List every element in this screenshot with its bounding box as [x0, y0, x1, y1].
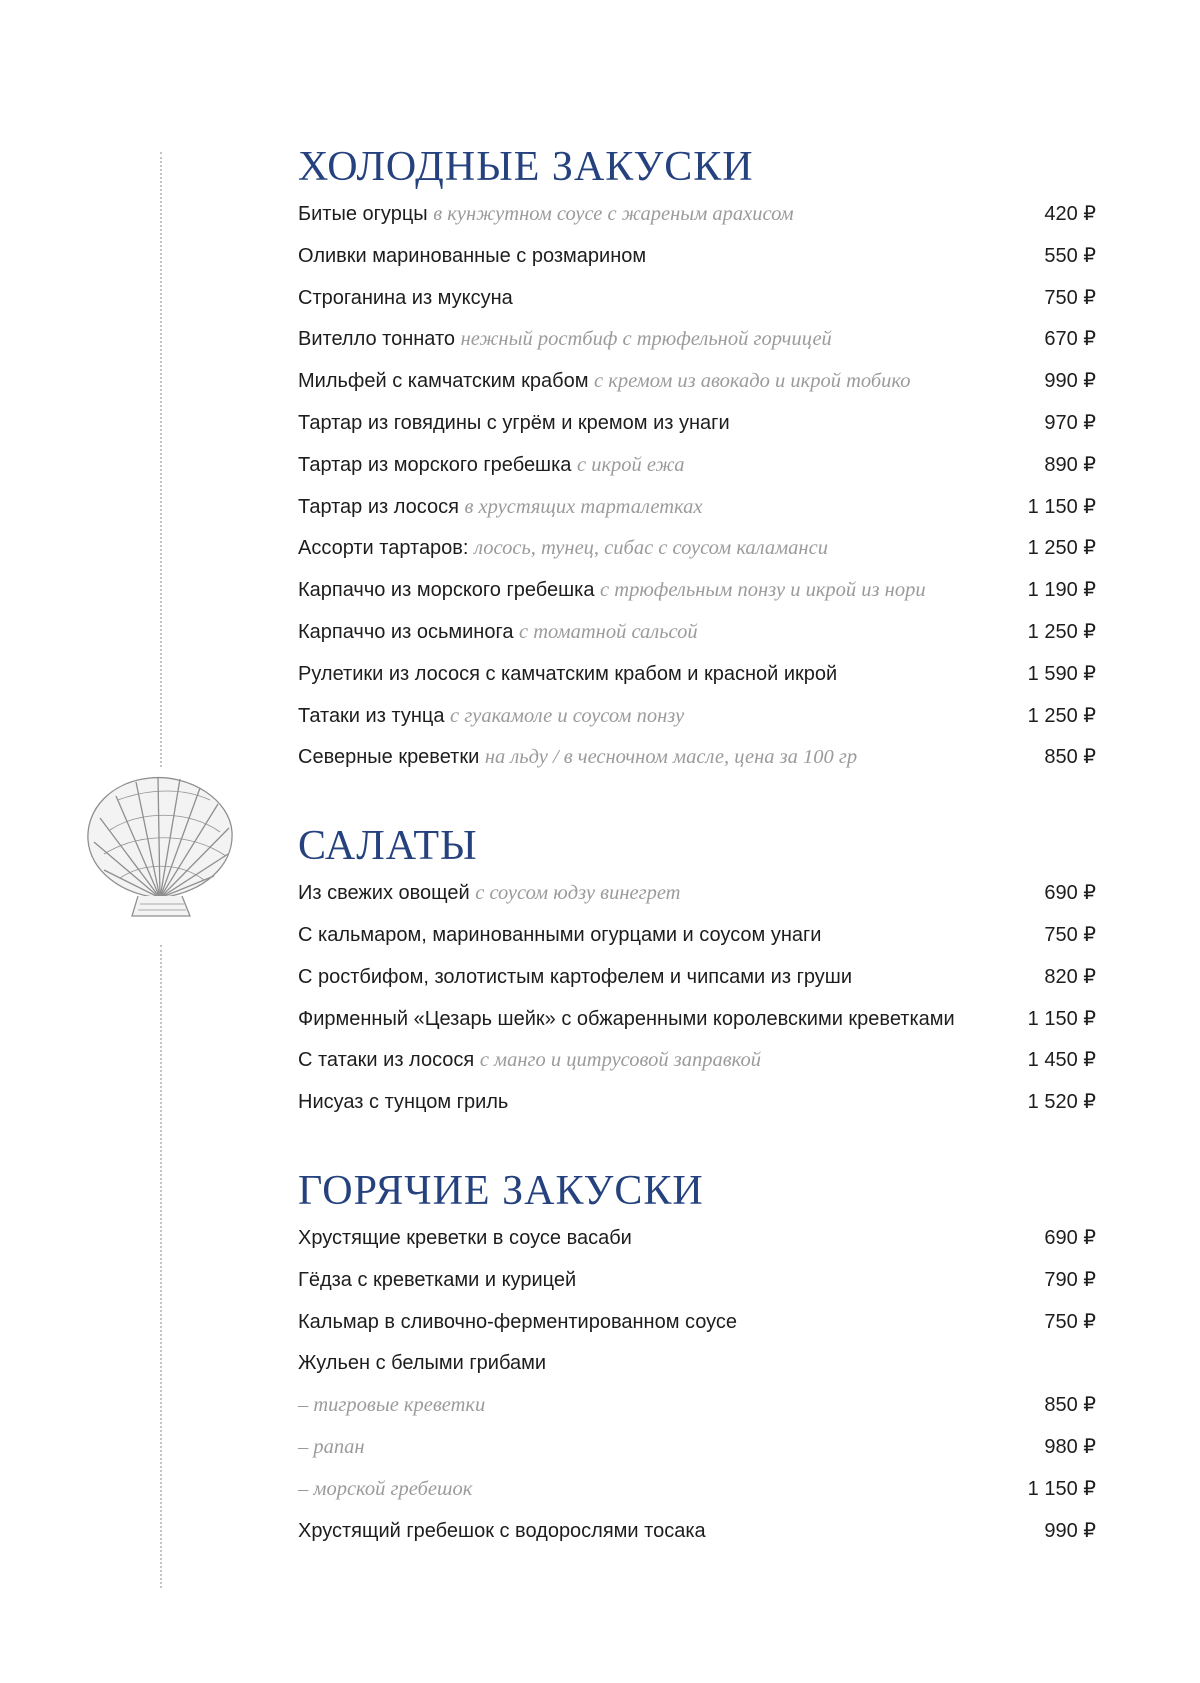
item-name: Мильфей с камчатским крабом — [298, 370, 589, 393]
menu-item — [298, 194, 1096, 236]
item-description: с манго и цитрусовой заправкой — [479, 1049, 761, 1072]
item-name: Из свежих овощей — [298, 882, 470, 905]
menu-item — [298, 696, 1096, 738]
item-name: Оливки маринованные с розмарином — [298, 244, 647, 267]
item-name: Кальмар в сливочно-ферментированном соусе — [298, 1310, 738, 1333]
item-name: Хрустящие креветки в соусе васаби — [298, 1226, 632, 1249]
item-price: 750 ₽ — [1044, 1310, 1096, 1333]
menu-section — [298, 1164, 1096, 1552]
item-price: 1 250 ₽ — [1027, 704, 1096, 727]
menu-item — [298, 737, 1096, 779]
item-name: Нисуаз с тунцом гриль — [298, 1091, 509, 1114]
item-description: на льду / в чесночном масле, цена за 100 гр — [484, 746, 858, 769]
menu-item — [298, 236, 1096, 278]
section-title: САЛАТЫ — [298, 823, 478, 870]
menu-item — [298, 1469, 1096, 1511]
item-name: Тартар из морского гребешка — [298, 453, 572, 476]
item-price: 980 ₽ — [1044, 1435, 1096, 1458]
item-price: 1 520 ₽ — [1027, 1091, 1096, 1114]
item-name: Тартар из говядины с угрём и кремом из унаги — [298, 411, 730, 434]
menu-item — [298, 1040, 1096, 1082]
item-description: в кунжутном соусе с жареным арахисом — [433, 203, 794, 225]
menu-item — [298, 487, 1096, 529]
section-title: ХОЛОДНЫЕ ЗАКУСКИ — [298, 144, 754, 190]
menu-item — [298, 361, 1096, 403]
menu-item — [298, 1385, 1096, 1427]
menu-item — [298, 1511, 1096, 1553]
item-name: Битые огурцы — [298, 203, 428, 225]
item-description: с трюфельным понзу и икрой из нори — [600, 579, 926, 602]
item-description: с гуакамоле и соусом понзу — [450, 704, 685, 727]
item-name: Строганина из муксуна — [298, 286, 513, 309]
item-price: 750 ₽ — [1044, 923, 1096, 946]
item-description: нежный ростбиф с трюфельной горчицей — [460, 328, 832, 351]
item-name: Хрустящий гребешок с водорослями тосака — [298, 1519, 706, 1542]
item-price: 1 150 ₽ — [1027, 495, 1096, 518]
menu-item — [298, 1218, 1096, 1260]
menu-item — [298, 1082, 1096, 1124]
item-name: Жульен с белыми грибами — [298, 1352, 547, 1375]
item-name: – рапан — [298, 1435, 365, 1458]
item-name: – морской гребешок — [298, 1477, 473, 1500]
item-price: 970 ₽ — [1044, 411, 1096, 434]
menu-item — [298, 1343, 1096, 1385]
item-price: 1 150 ₽ — [1027, 1007, 1096, 1030]
item-name: С татаки из лосося — [298, 1049, 475, 1072]
menu-item — [298, 319, 1096, 361]
item-description: в хрустящих тарталетках — [464, 495, 703, 518]
item-name: Ассорти тартаров: — [298, 537, 469, 560]
item-price: 750 ₽ — [1044, 286, 1096, 309]
item-price: 890 ₽ — [1044, 453, 1096, 476]
menu-section — [298, 140, 1096, 779]
menu-item — [298, 1427, 1096, 1469]
section-title: ГОРЯЧИЕ ЗАКУСКИ — [298, 1167, 704, 1214]
item-name: Вителло тоннато — [298, 328, 456, 351]
item-price: 790 ₽ — [1044, 1268, 1096, 1291]
item-description: с кремом из авокадо и икрой тобико — [594, 370, 911, 393]
item-price: 690 ₽ — [1044, 1226, 1096, 1249]
scallop-shell-icon — [80, 770, 240, 920]
item-price: 690 ₽ — [1044, 882, 1096, 905]
item-name: Гёдза с креветками и курицей — [298, 1268, 577, 1291]
menu-item — [298, 445, 1096, 487]
item-price: 1 450 ₽ — [1027, 1049, 1096, 1072]
item-price: 1 250 ₽ — [1027, 620, 1096, 643]
menu-item — [298, 1260, 1096, 1302]
item-description: лосось, тунец, сибас с соусом каламанси — [474, 537, 828, 560]
menu-item — [298, 873, 1096, 915]
item-price: 1 590 ₽ — [1027, 662, 1096, 685]
item-price: 820 ₽ — [1044, 965, 1096, 988]
menu-content — [298, 140, 1096, 1552]
menu-item — [298, 278, 1096, 320]
menu-item — [298, 957, 1096, 999]
item-name: Рулетики из лосося с камчатским крабом и красной икрой — [298, 662, 838, 685]
menu-item — [298, 528, 1096, 570]
item-name: С кальмаром, маринованными огурцами и соусом унаги — [298, 923, 822, 946]
item-name: Тартар из лосося — [298, 495, 459, 518]
item-name: Карпаччо из осьминога — [298, 620, 514, 643]
item-description: с икрой ежа — [576, 453, 685, 476]
item-name: Татаки из тунца — [298, 704, 445, 727]
item-price: 670 ₽ — [1044, 328, 1096, 351]
item-price: 550 ₽ — [1044, 244, 1096, 267]
item-name: Северные креветки — [298, 746, 480, 769]
item-price: 990 ₽ — [1044, 1519, 1096, 1542]
dotted-divider-top — [160, 152, 162, 767]
item-name: – тигровые креветки — [298, 1394, 486, 1417]
menu-item — [298, 570, 1096, 612]
item-name: Фирменный «Цезарь шейк» с обжаренными королевскими креветками — [298, 1007, 955, 1030]
item-price: 1 150 ₽ — [1027, 1477, 1096, 1500]
item-price: 420 ₽ — [1044, 203, 1096, 225]
dotted-divider-bottom — [160, 945, 162, 1588]
menu-item — [298, 654, 1096, 696]
item-description: с томатной сальсой — [519, 620, 698, 643]
menu-section — [298, 819, 1096, 1124]
menu-item — [298, 612, 1096, 654]
menu-item — [298, 915, 1096, 957]
item-price: 850 ₽ — [1044, 1394, 1096, 1417]
item-price: 850 ₽ — [1044, 746, 1096, 769]
item-price: 1 190 ₽ — [1027, 579, 1096, 602]
item-name: Карпаччо из морского гребешка — [298, 579, 595, 602]
item-price: 990 ₽ — [1044, 370, 1096, 393]
menu-item — [298, 1302, 1096, 1344]
item-price: 1 250 ₽ — [1027, 537, 1096, 560]
item-name: С ростбифом, золотистым картофелем и чипсами из груши — [298, 965, 852, 988]
menu-item — [298, 999, 1096, 1041]
item-description: с соусом юдзу винегрет — [475, 882, 681, 905]
menu-item — [298, 403, 1096, 445]
